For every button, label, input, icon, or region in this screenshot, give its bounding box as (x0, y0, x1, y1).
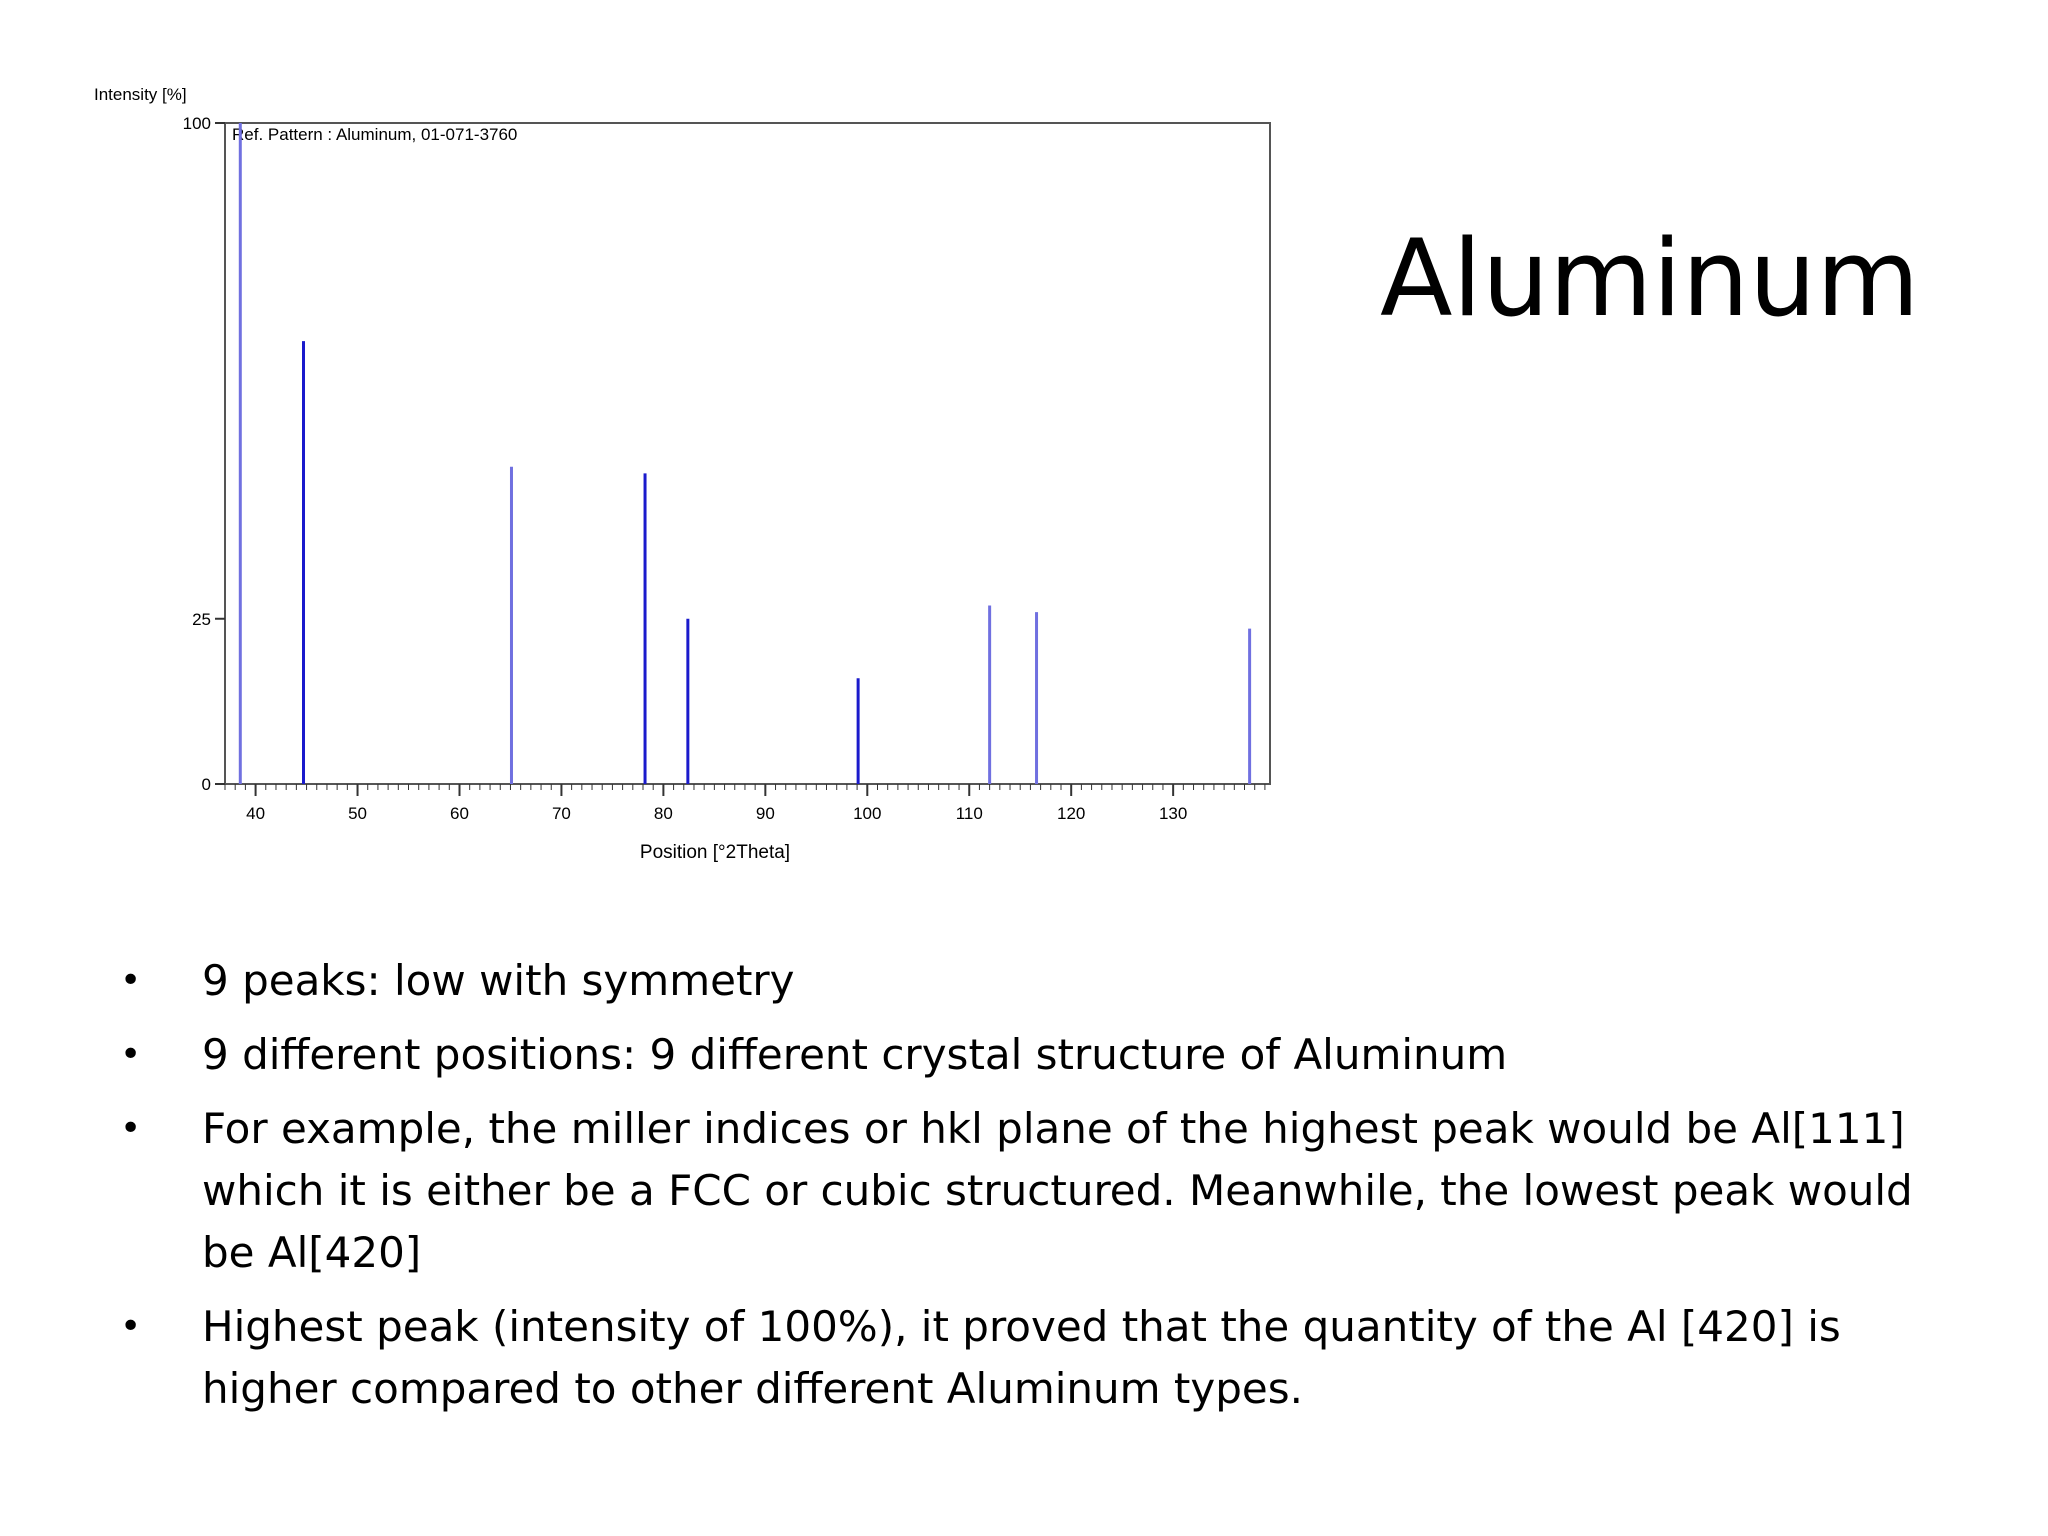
y-tick-label: 25 (192, 609, 211, 629)
chart-subtitle: Ref. Pattern : Aluminum, 01-071-3760 (232, 125, 518, 144)
bullet-item (120, 1024, 1950, 1086)
plot-frame (225, 123, 1270, 784)
bullet-marker: • (120, 1306, 142, 1347)
bullet-item (120, 950, 1950, 1012)
bullet-marker: • (120, 1108, 142, 1149)
x-tick-label: 120 (1057, 804, 1086, 823)
x-tick-label: 70 (551, 804, 571, 823)
bullet-text: For example, the miller indices or hkl plane of the highest peak would be Al[111] which it is either be a FCC or cubic structured. Meanwhile, the lowest peak would be Al[420] (202, 1104, 1913, 1277)
x-tick-label: 50 (348, 804, 367, 823)
x-tick-label: 90 (755, 804, 775, 823)
y-axis-label: Intensity [%] (94, 85, 187, 104)
slide-title: Aluminum (1380, 217, 1920, 340)
bullet-marker: • (120, 960, 142, 1001)
xrd-peak-chart (80, 80, 1280, 880)
x-tick-label: 100 (853, 804, 882, 823)
bullet-text: 9 peaks: low with symmetry (202, 956, 795, 1005)
x-tick-label: 130 (1158, 804, 1188, 823)
x-tick-label: 110 (955, 804, 983, 823)
bullet-text: Highest peak (intensity of 100%), it proved that the quantity of the Al [420] is higher compared to other different Aluminum types. (202, 1302, 1841, 1413)
bullet-item (120, 1296, 1950, 1420)
bullet-text: 9 different positions: 9 different crystal structure of Aluminum (202, 1030, 1508, 1079)
bullet-item (120, 1098, 1950, 1284)
x-tick-label: 60 (450, 804, 469, 823)
y-tick-label: 100 (182, 114, 211, 133)
x-axis-label: Position [°2Theta] (639, 842, 791, 863)
x-tick-label: 80 (653, 804, 673, 823)
x-tick-label: 40 (246, 804, 266, 823)
y-tick-label: 0 (201, 775, 211, 794)
bullet-marker: • (120, 1034, 142, 1075)
bullet-list (120, 950, 1950, 1432)
